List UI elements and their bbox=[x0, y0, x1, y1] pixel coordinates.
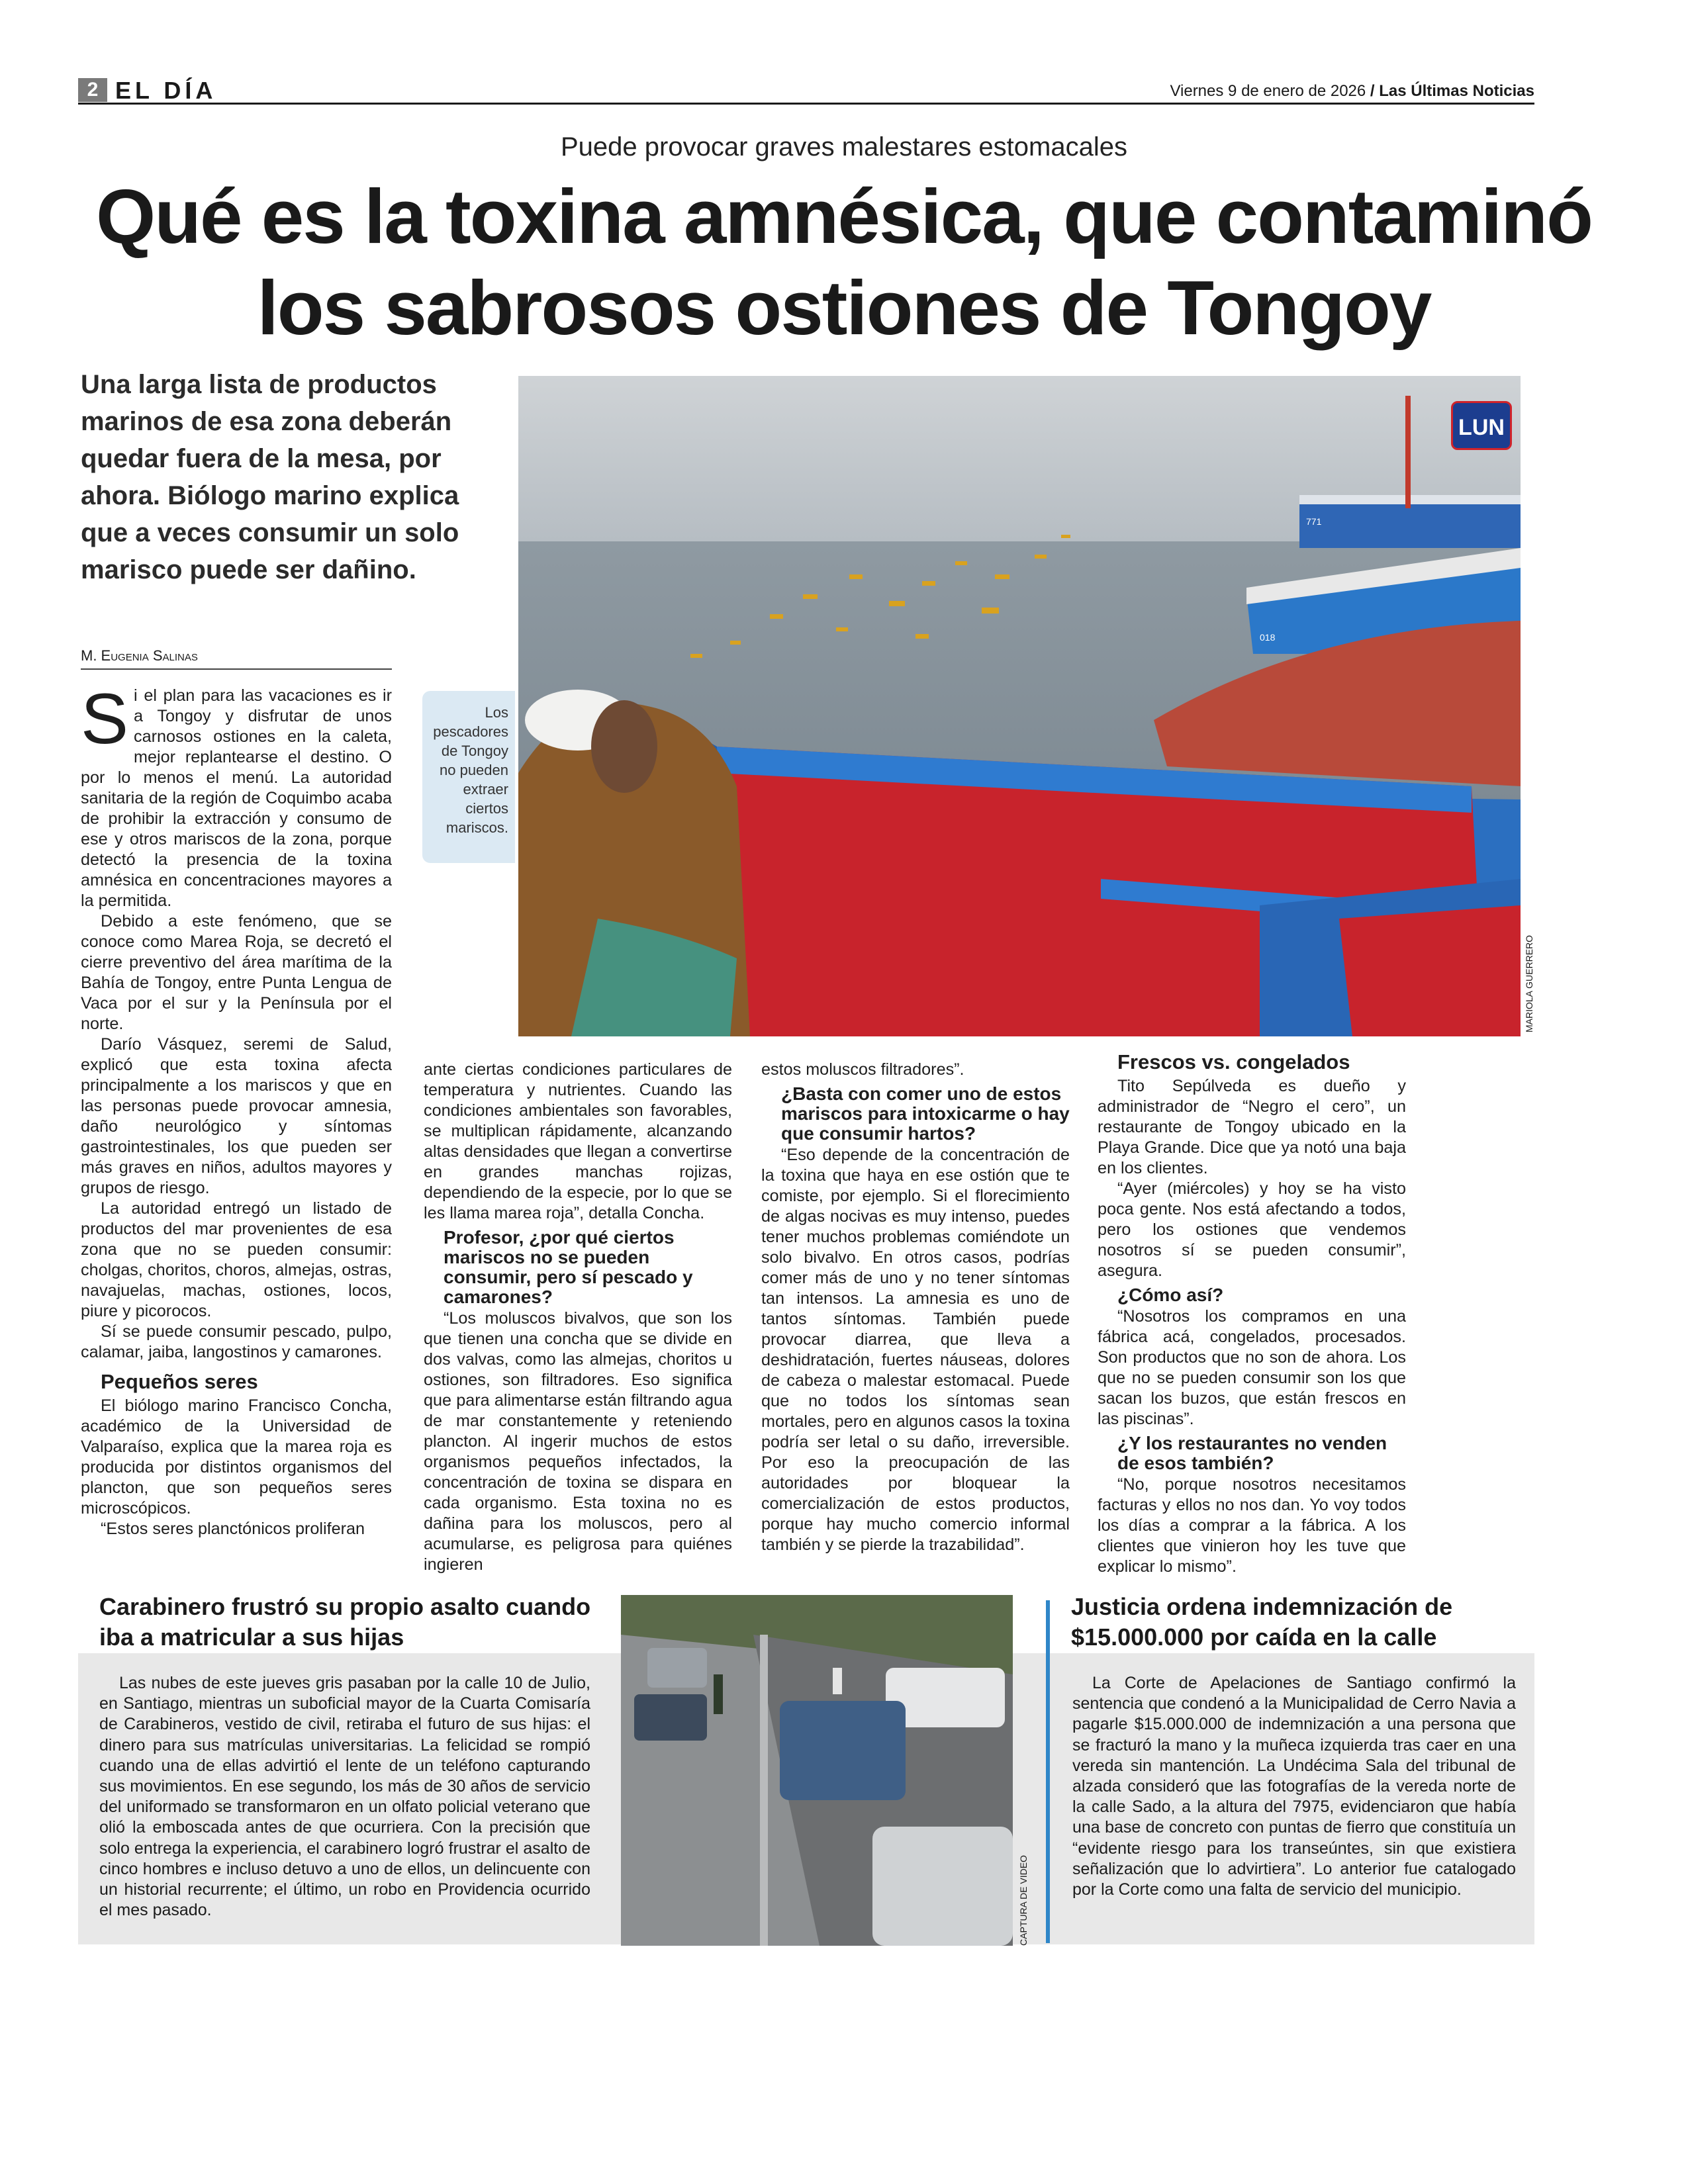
headline-line-2: los sabrosos ostiones de Tongoy bbox=[257, 265, 1431, 351]
article-column-4 bbox=[1098, 1051, 1406, 1577]
main-photo bbox=[518, 376, 1521, 1036]
subhead: Frescos vs. congelados bbox=[1117, 1050, 1350, 1073]
section-name: EL DÍA bbox=[115, 77, 217, 104]
accent-rule bbox=[1046, 1600, 1050, 1943]
video-credit bbox=[1015, 1827, 1033, 1946]
paragraph: ante ciertas condiciones particulares de temperatura y nutrientes. Cuando las condiciones ambientales son favorables, se multiplican rápidamente, alcanzando altas densidades que llegan a convertirse en grandes manchas rojizas, dependiendo de la especie, por lo que se les llama marea roja”, detalla Concha. bbox=[424, 1060, 732, 1222]
dropcap: S bbox=[81, 678, 129, 758]
boat-number: 771 bbox=[1306, 516, 1322, 527]
paragraph: “Ayer (miércoles) y hoy se ha visto poca gente. Nos está afectando a todos, pero los ostiones que vendemos nosotros sí se pueden consumir”, asegura. bbox=[1098, 1179, 1406, 1280]
brief-headline: Carabinero frustró su propio asalto cuando iba a matricular a sus hijas bbox=[99, 1593, 591, 1651]
harbor-scene bbox=[518, 376, 1521, 1036]
video-still-photo bbox=[621, 1595, 1013, 1946]
street-scene bbox=[621, 1595, 1013, 1946]
article-kicker: Puede provocar graves malestares estomacales bbox=[561, 132, 1127, 161]
paragraph: Darío Vásquez, seremi de Salud, explicó que esta toxina afecta principalmente a los mariscos y que en las personas puede provocar amnesia, daño neurológico y síntomas gastrointestinales, los que pueden ser más graves en niños, adultos mayores y grupos de riesgo. bbox=[81, 1035, 392, 1197]
article-column-3 bbox=[761, 1060, 1070, 1555]
paragraph: estos moluscos filtradores”. bbox=[761, 1060, 964, 1079]
article-column-1 bbox=[81, 678, 392, 1539]
paragraph-text: i el plan para las vacaciones es ir a Tongoy y disfrutar de unos carnosos ostiones en la caleta, mejor replantearse el destino. O por lo menos el menú. La autoridad sanitaria de la región de Coquimbo acaba de prohibir la extracción y consumo de ese y otros mariscos de la zona, porque detectó la presencia de la toxina amnésica en concentraciones mayores a la permitida. bbox=[81, 686, 392, 910]
interview-question: ¿Basta con comer uno de estos mariscos para intoxicarme o hay que consumir hartos? bbox=[781, 1083, 1070, 1144]
photo-credit bbox=[1520, 927, 1540, 1032]
paragraph: “Los moluscos bivalvos, que son los que tienen una concha que se divide en dos valvas, como las almejas, choritos u ostiones, son filtradores. Eso significa que para alimentarse están filtrando agua de mar constantemente y reteniendo plancton. Al ingerir muchos de estos organismos pequeños infectados, la concentración de toxina se dispara en cada organismo. Esta toxina no es dañina para los moluscos, pero al acumularse, es peligrosa para quiénes ingieren bbox=[424, 1309, 732, 1574]
paragraph: Sí se puede consumir pescado, pulpo, calamar, jaiba, langostinos y camarones. bbox=[81, 1322, 392, 1361]
paragraph: “Estos seres planctónicos proliferan bbox=[101, 1520, 365, 1538]
article-deck: Una larga lista de productos marinos de esa zona deberán quedar fuera de la mesa, por ahora. Biólogo marino explica que a veces consumir un solo marisco puede ser dañino. bbox=[81, 370, 459, 584]
date-separator: / bbox=[1370, 82, 1375, 100]
paragraph: “No, porque nosotros necesitamos facturas y ellos no nos dan. Yo voy todos los días a comprar a la fábrica. A los clientes que vinieron hoy les tuve que explicar lo mismo”. bbox=[1098, 1475, 1406, 1576]
photo-caption: Los pescadores de Tongoy no pueden extraer ciertos mariscos. bbox=[422, 691, 515, 863]
brief-headline: Justicia ordena indemnización de $15.000.000 por caída en la calle bbox=[1071, 1593, 1453, 1651]
paragraph: El biólogo marino Francisco Concha, académico de la Universidad de Valparaíso, explica que la marea roja es producida por distintos organismos del plancton, que son pequeños seres microscópicos. bbox=[81, 1396, 392, 1518]
video-credit-text: CAPTURA DE VIDEO bbox=[1018, 1855, 1029, 1946]
paragraph: Tito Sepúlveda es dueño y administrador de “Negro el cero”, un restaurante de Tongoy ubicado en la Playa Grande. Dice que ya notó una baja en los clientes. bbox=[1098, 1077, 1406, 1177]
byline: M. Eugenia Salinas bbox=[81, 647, 392, 670]
lun-logo: LUN bbox=[1451, 401, 1512, 450]
paragraph bbox=[81, 678, 392, 911]
paragraph: La autoridad entregó un listado de productos del mar provenientes de esa zona que no se pueden consumir: cholgas, choritos, choros, almejas, ostras, navajuelas, machas, ostiones, locos, piure y picorocos. bbox=[81, 1199, 392, 1320]
boat-number: 018 bbox=[1260, 632, 1276, 643]
interview-question: Profesor, ¿por qué ciertos mariscos no se pueden consumir, pero sí pescado y camarones? bbox=[444, 1227, 693, 1307]
person bbox=[714, 1674, 723, 1714]
brief-body bbox=[99, 1673, 590, 1921]
interview-question: ¿Y los restaurantes no venden de esos también? bbox=[1117, 1433, 1387, 1473]
page-number: 2 bbox=[78, 78, 107, 102]
paragraph: La Corte de Apelaciones de Santiago confirmó la sentencia que condenó a la Municipalidad de Cerro Navia a pagarle $15.000.000 de indemnización a una persona que se fracturó la mano y la muñeca izquierda tras caer en una vereda sin mantención. La Undécima Sala del tribunal de alzada consideró que las fotografías de la vereda norte de la calle Sado, a la altura del 7975, evidenciaron que había una base de concreto con puntas de fierro que constituía un “evidente riesgo para los transeúntes, sin que existiera señalización que lo advirtiera”. Lo anterior fue catalogado por la Corte como una falta de servicio del municipio. bbox=[1072, 1674, 1516, 1899]
paragraph: “Nosotros los compramos en una fábrica acá, congelados, procesados. Son productos que no son de ahora. Los que no se pueden consumir son los que sacan los buzos, que están frescos en las piscinas”. bbox=[1098, 1307, 1406, 1428]
street-pole bbox=[760, 1635, 768, 1946]
article-headline bbox=[0, 171, 1688, 353]
subhead: Pequeños seres bbox=[101, 1370, 258, 1393]
paragraph: Debido a este fenómeno, que se conoce como Marea Roja, se decretó el cierre preventivo del área marítima de la Bahía de Tongoy, entre Punta Lengua de Vaca por el sur y la Península por el norte. bbox=[81, 912, 392, 1033]
pickup-truck bbox=[780, 1701, 906, 1800]
paragraph: “Eso depende de la concentración de la toxina que haya en ese ostión que te comiste, por ejemplo. Si el florecimiento de algas nocivas es muy intenso, puedes tener muchos problemas comiéndote un solo bivalvo. En otros casos, podrías comer más de uno y no tener síntomas tan intensos. La amnesia es uno de tantos síntomas. También puede provocar diarrea, que lleva a deshidratación, fuertes náuseas, dolores de cabeza o malestar estomacal. Puede que no todos los síntomas sean mortales, pero en algunos casos la toxina podría ser letal o su daño, irreversible. Por eso la preocupación de las autoridades por bloquear la comercialización de estos productos, porque hay mucho comercio informal también y se pierde la trazabilidad”. bbox=[761, 1146, 1070, 1554]
headline-line-1: Qué es la toxina amnésica, que contaminó bbox=[95, 173, 1593, 259]
date-text: Viernes 9 de enero de 2026 bbox=[1170, 82, 1366, 100]
issue-date bbox=[1170, 82, 1534, 101]
paragraph: Las nubes de este jueves gris pasaban por la calle 10 de Julio, en Santiago, mientras un suboficial mayor de la Cuarta Comisaría de Carabineros, vestido de civil, retiraba el futuro de sus hijas: el dinero para sus matrículas universitarias. La felicidad se rompió cuando una de ellas advirtió el lente de un teléfono capturando sus movimientos. En ese segundo, los más de 30 años de servicio del uniformado se transformaron en un olfato policial veterano que olió la emboscada antes de que ocurriera. Con la precisión que solo entrega la experiencia, el carabinero logró frustrar el asalto de cinco hombres e incluso detuvo a uno de ellos, un delincuente con un historial recurrente; el último, un robo en Providencia ocurrido el mes pasado. bbox=[99, 1674, 590, 1920]
interview-question: ¿Cómo así? bbox=[1117, 1285, 1224, 1305]
brief-body bbox=[1072, 1673, 1516, 1900]
photo-credit-text: MARIOLA GUERRERO bbox=[1524, 934, 1534, 1032]
publication-name: Las Últimas Noticias bbox=[1379, 82, 1534, 100]
masthead bbox=[78, 78, 1534, 105]
article-column-2 bbox=[424, 1060, 732, 1575]
